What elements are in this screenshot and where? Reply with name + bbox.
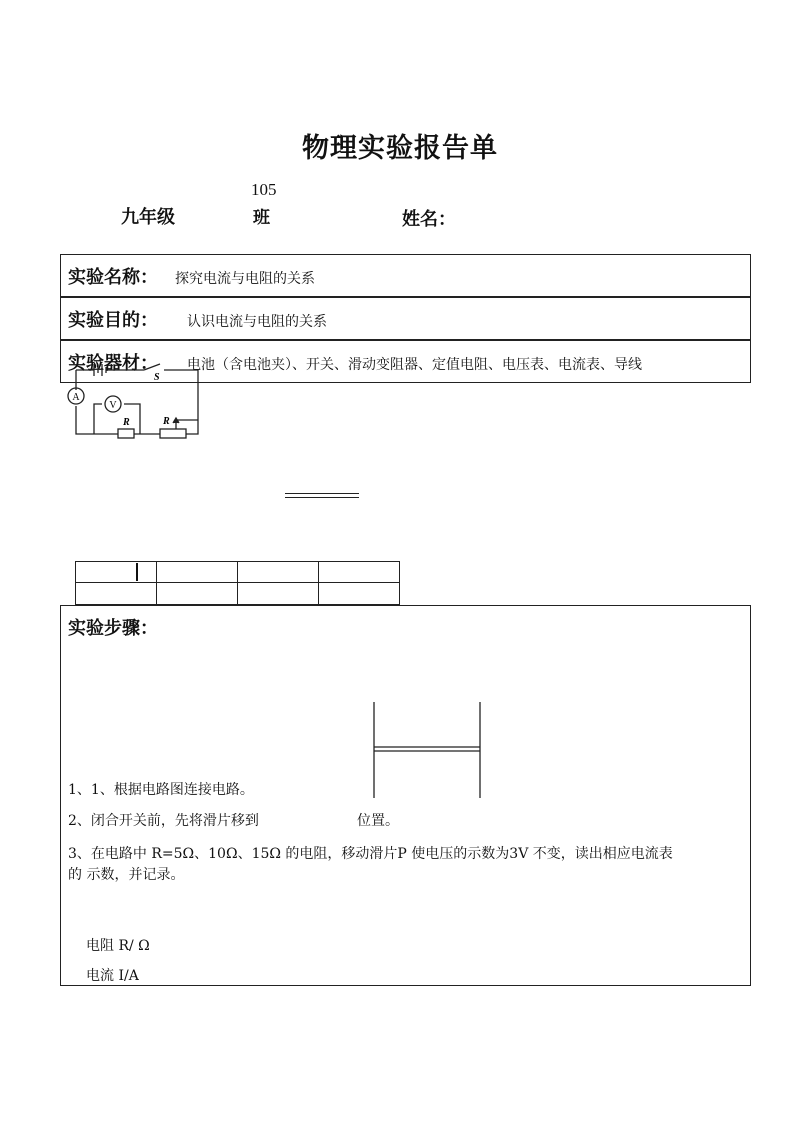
table-cell (156, 582, 238, 605)
student-name-label: 姓名： (402, 209, 456, 230)
step-3-line-1: 3、在电路中 R=5Ω、10Ω、15Ω 的电阻，移动滑片P 使电压的示数为3V 不变，读出相应电流表 (68, 846, 673, 862)
table-cell (318, 561, 400, 583)
class-number: 105 (251, 180, 277, 199)
experiment-purpose-value: 认识电流与电阻的关系 (187, 314, 327, 330)
table-cell (156, 561, 238, 583)
current-row-label: 电流 I/A (86, 968, 139, 984)
step-1: 1、1、根据电路图连接电路。 (68, 782, 254, 798)
steps-heading: 实验步骤： (68, 618, 158, 639)
experiment-name-row (60, 254, 751, 297)
blank-underline (285, 493, 359, 498)
resistor-symbol: R (123, 417, 130, 428)
step-2: 2、闭合开关前，先将滑片移到 (68, 813, 259, 829)
grade-label: 九年级 (121, 207, 175, 228)
table-cell (237, 561, 319, 583)
experiment-equipment-value: 电池（含电池夹）、开关、滑动变阻器、定值电阻、电压表、电流表、导线 (187, 357, 642, 373)
circuit-diagram (64, 358, 214, 440)
experiment-purpose-label: 实验目的： (68, 310, 158, 331)
page-title: 物理实验报告单 (302, 133, 498, 164)
voltmeter-symbol: V (109, 400, 117, 411)
experiment-name-value: 探究电流与电阻的关系 (175, 271, 315, 287)
ammeter-symbol: A (72, 392, 80, 403)
switch-symbol: S (154, 372, 160, 383)
class-suffix: 班 (253, 208, 270, 228)
experiment-purpose-row (60, 297, 751, 340)
text-cursor-mark (136, 563, 138, 581)
step-2-tail: 位置。 (357, 813, 399, 829)
h-figure (370, 702, 484, 798)
rheostat-symbol: R (163, 416, 170, 427)
table-cell (237, 582, 319, 605)
table-cell (318, 582, 400, 605)
experiment-name-label: 实验名称： (68, 267, 158, 288)
data-table (75, 561, 400, 605)
table-cell (75, 582, 157, 605)
resistance-row-label: 电阻 R/ Ω (86, 938, 150, 954)
step-3-line-2: 的 示数，并记录。 (68, 867, 185, 883)
experiment-equipment-label: 实验器材： (68, 353, 158, 374)
table-cell (75, 561, 157, 583)
